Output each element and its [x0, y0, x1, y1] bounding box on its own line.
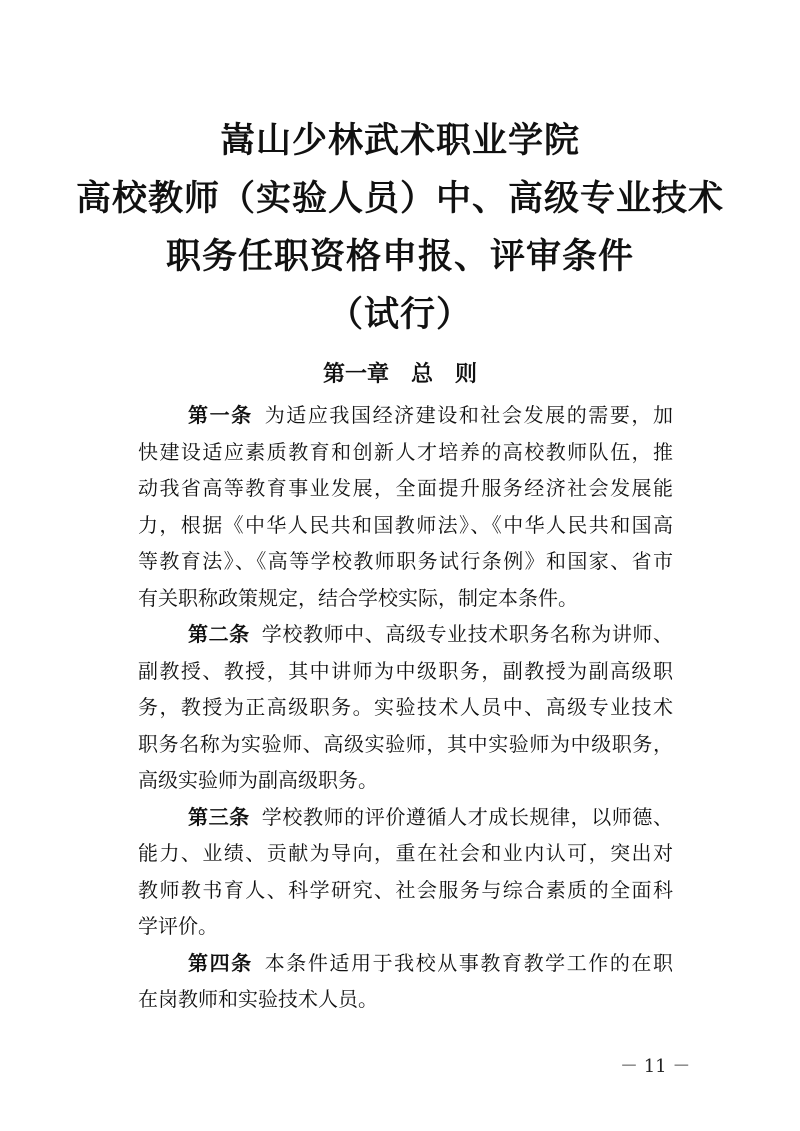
document-title: [0, 112, 800, 344]
title-line-subject: 高校教师（实验人员）中、高级专业技术: [75, 179, 724, 219]
article-text: 为适应我国经济建设和社会发展的需要，加: [264, 403, 674, 427]
article-number: 第三条: [188, 804, 250, 829]
article-line: 有关职称政策规定，结合学校实际，制定本条件。: [138, 585, 578, 610]
article-line: [138, 945, 673, 982]
page-number: － 11 －: [620, 1056, 691, 1077]
article-line: [138, 616, 673, 653]
article-4: [138, 945, 673, 1018]
article-3: [138, 799, 673, 945]
article-2: [138, 616, 673, 799]
title-line-trial: （试行）: [327, 295, 472, 335]
article-1: [138, 397, 673, 616]
article-line: 副教授、教授，其中讲师为中级职务，副教授为副高级职: [138, 658, 673, 683]
article-text: 学校教师的评价遵循人才成长规律，以师德、: [261, 804, 674, 829]
article-line: 能力、业绩、贡献为导向，重在社会和业内认可，突出对: [138, 841, 673, 865]
article-line: 动我省高等教育事业发展，全面提升服务经济社会发展能: [138, 476, 673, 500]
article-text: 学校教师中、高级专业技术职务名称为讲师、: [261, 622, 674, 646]
article-number: 第一条: [188, 403, 253, 427]
document-body: [138, 397, 673, 1018]
chapter-heading: 第一章 总 则: [322, 362, 477, 387]
title-line-institution: 嵩山少林武术职业学院: [219, 121, 580, 161]
article-line: 在岗教师和实验技术人员。: [138, 987, 378, 1011]
article-text: 本条件适用于我校从事教育教学工作的在职: [264, 950, 674, 975]
article-line: 快建设适应素质教育和创新人才培养的高校教师队伍，推: [138, 439, 673, 464]
article-line: 职务名称为实验师、高级实验师，其中实验师为中级职务，: [138, 731, 673, 756]
article-number: 第四条: [188, 950, 253, 975]
article-line: 学评价。: [138, 914, 218, 938]
article-number: 第二条: [188, 622, 250, 646]
title-line-conditions: 职务任职资格申报、评审条件: [165, 237, 634, 277]
article-line: 高级实验师为副高级职务。: [138, 768, 378, 792]
article-line: 力，根据《中华人民共和国教师法》、《中华人民共和国高: [138, 512, 673, 537]
article-line: 等教育法》、《高等学校教师职务试行条例》和国家、省市: [138, 549, 673, 573]
article-line: 务，教授为正高级职务。实验技术人员中、高级专业技术: [138, 695, 673, 719]
article-line: 教师教书育人、科学研究、社会服务与综合素质的全面科: [138, 877, 673, 902]
article-line: [138, 397, 673, 434]
article-line: [138, 799, 673, 836]
